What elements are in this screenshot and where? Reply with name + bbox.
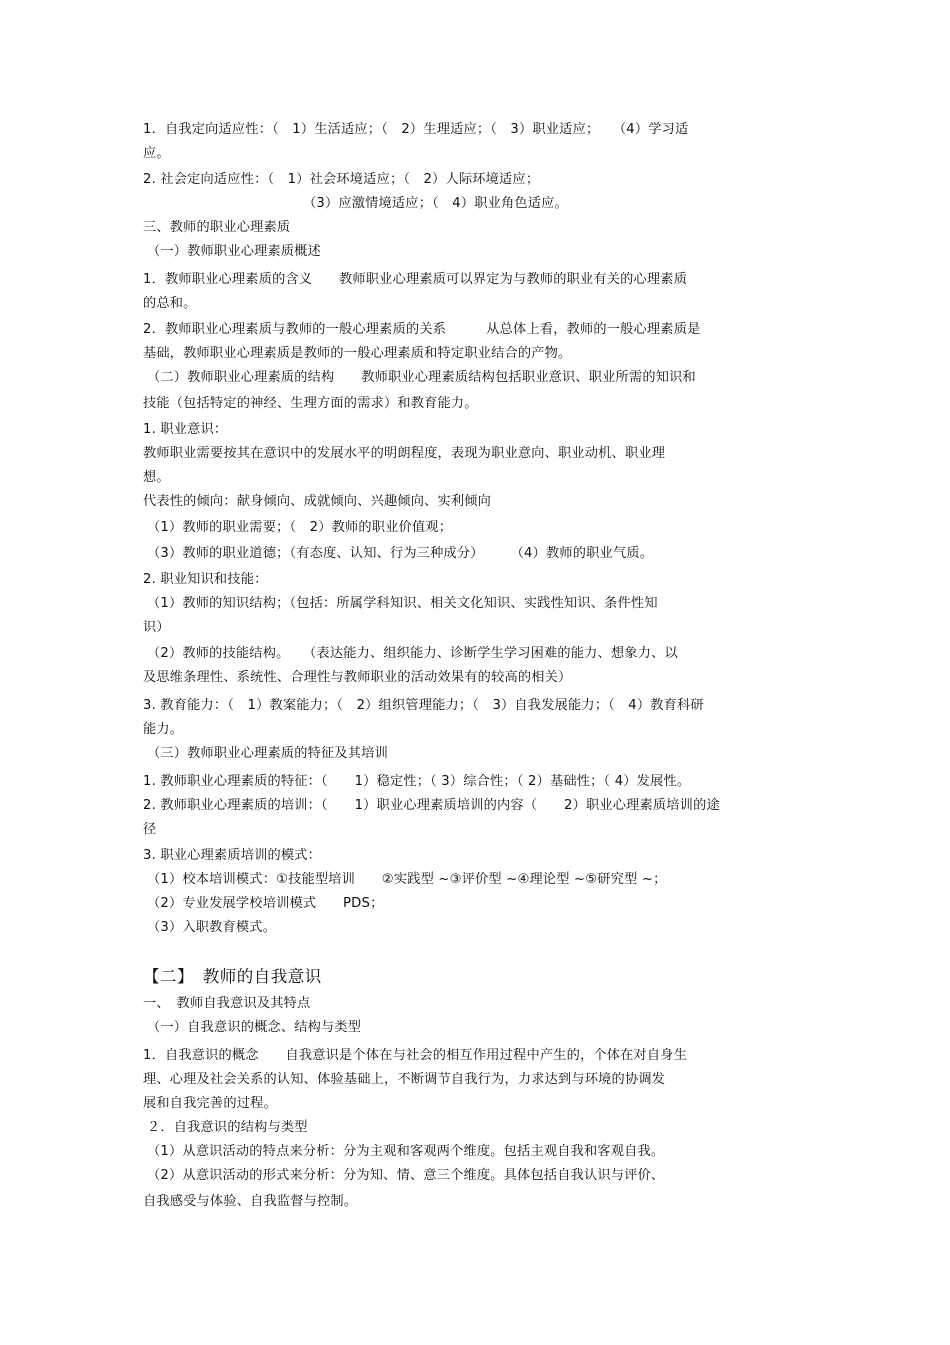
text-line: 能力。 (143, 722, 184, 737)
text-line: （2）专业发展学校培训模式 PDS； (147, 896, 384, 911)
text-line: 1．教师职业心理素质的含义 教师职业心理素质可以界定为与教师的职业有关的心理素质 (143, 272, 688, 287)
text-line: （3）应激情境适应；（ 4）职业角色适应。 (303, 196, 568, 211)
text-line: 展和自我完善的过程。 (143, 1096, 277, 1111)
text-line: 1. 职业意识： (143, 422, 228, 437)
text-line: （2）从意识活动的形式来分析：分为知、情、意三个维度。具体包括自我认识与评价、 (147, 1168, 665, 1183)
text-line: 1．自我定向适应性：（ 1）生活适应；（ 2）生理适应；（ 3）职业适应； （4）学习适 (143, 122, 689, 137)
text-line: 2. 职业知识和技能： (143, 572, 268, 587)
section-heading: 一、 教师自我意识及其特点 (143, 996, 311, 1011)
text-line: 1．自我意识的概念 自我意识是个体在与社会的相互作用过程中产生的，个体在对自身生 (143, 1048, 688, 1063)
text-line: 应。 (143, 146, 170, 161)
text-line: 理、心理及社会关系的认知、体验基础上，不断调节自我行为，力求达到与环境的协调发 (143, 1072, 666, 1087)
section-heading: 三、教师的职业心理素质 (143, 220, 291, 235)
text-line: 基础，教师职业心理素质是教师的一般心理素质和特定职业结合的产物。 (143, 346, 572, 361)
subsection-heading: （一）自我意识的概念、结构与类型 (147, 1020, 362, 1035)
text-line: （3）入职教育模式。 (147, 920, 277, 935)
text-line: 识） (143, 620, 170, 635)
text-line: 想。 (143, 470, 170, 485)
subsection-heading: （一）教师职业心理素质概述 (147, 244, 322, 259)
text-line: （1）从意识活动的特点来分析：分为主观和客观两个维度。包括主观自我和客观自我。 (147, 1144, 665, 1159)
text-line: 技能（包括特定的神经、生理方面的需求）和教育能力。 (143, 396, 478, 411)
text-line: 3. 职业心理素质培训的模式： (143, 848, 322, 863)
text-line: （1）教师的职业需要；（ 2）教师的职业价值观； (147, 520, 453, 535)
text-line: 教师职业需要按其在意识中的发展水平的明朗程度，表现为职业意向、职业动机、职业理 (143, 446, 666, 461)
text-line: （1）校本培训模式：①技能型培训 ②实践型 ~③评价型 ~④理论型 ~⑤研究型 ~； (147, 872, 667, 887)
text-line: ２．自我意识的结构与类型 (147, 1120, 308, 1135)
text-line: 2. 教师职业心理素质的培训：（ 1）职业心理素质培训的内容（ 2）职业心理素质培训的途 (143, 798, 720, 813)
text-line: 及思维条理性、系统性、合理性与教师职业的活动效果有的较高的相关） (143, 670, 572, 685)
text-line: 的总和。 (143, 296, 197, 311)
text-line: （2）教师的技能结构。 （表达能力、组织能力、诊断学生学习困难的能力、想象力、以 (147, 646, 678, 661)
subsection-heading: （三）教师职业心理素质的特征及其培训 (147, 746, 388, 761)
subsection-heading: （二）教师职业心理素质的结构 教师职业心理素质结构包括职业意识、职业所需的知识和 (147, 370, 696, 385)
text-line: 代表性的倾向：献身倾向、成就倾向、兴趣倾向、实利倾向 (143, 494, 492, 509)
text-line: 2. 社会定向适应性：（ 1）社会环境适应；（ 2）人际环境适应； (143, 172, 540, 187)
text-line: （3）教师的职业道德；（有态度、认知、行为三种成分） （4）教师的职业气质。 (147, 546, 654, 561)
chapter-heading: 【二】 教师的自我意识 (143, 967, 322, 986)
text-line: 径 (143, 822, 157, 837)
text-line: （1）教师的知识结构；（包括：所属学科知识、相关文化知识、实践性知识、条件性知 (147, 596, 658, 611)
text-line: 2．教师职业心理素质与教师的一般心理素质的关系 从总体上看，教师的一般心理素质是 (143, 322, 701, 337)
text-line: 自我感受与体验、自我监督与控制。 (143, 1194, 358, 1209)
text-line: 1. 教师职业心理素质的特征：（ 1）稳定性；（ 3）综合性；（ 2）基础性；（ 4）发展性。 (143, 774, 691, 789)
text-line: 3. 教育能力：（ 1）教案能力；（ 2）组织管理能力；（ 3）自我发展能力；（ 4）教育科研 (143, 698, 704, 713)
